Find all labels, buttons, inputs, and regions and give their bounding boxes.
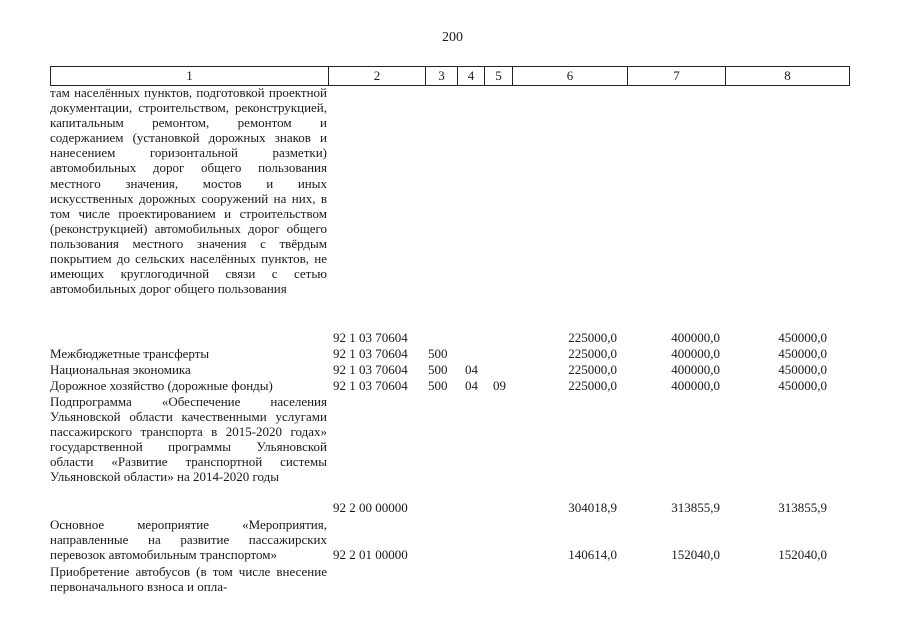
header-col-6: 6 [512, 67, 627, 85]
row-code: 92 1 03 70604 [333, 330, 408, 345]
row-value-6: 304018,9 [568, 500, 617, 515]
row-value-7: 400000,0 [671, 362, 720, 377]
row-value-6: 225000,0 [568, 346, 617, 361]
header-col-5: 5 [484, 67, 512, 85]
row-value-8: 313855,9 [778, 500, 827, 515]
row-col-3: 500 [428, 362, 448, 377]
row-description: Основное мероприятие «Мероприятия, направленные на развитие пассажирских перевозок автомобильным транспортом» [50, 517, 327, 563]
row-value-6: 140614,0 [568, 547, 617, 562]
row-value-7: 400000,0 [671, 378, 720, 393]
row-description: Дорожное хозяйство (дорожные фонды) [50, 378, 273, 393]
row-value-6: 225000,0 [568, 362, 617, 377]
row-col-4: 04 [465, 362, 478, 377]
row-value-7: 400000,0 [671, 346, 720, 361]
row-value-6: 225000,0 [568, 330, 617, 345]
row-value-8: 450000,0 [778, 330, 827, 345]
row-value-8: 450000,0 [778, 378, 827, 393]
header-col-1: 1 [50, 67, 328, 85]
row-value-6: 225000,0 [568, 378, 617, 393]
row-value-8: 450000,0 [778, 362, 827, 377]
table-header [50, 66, 850, 86]
row-description: там населённых пунктов, подготовкой проектной документации, строительством, реконструкцией, капитальным ремонтом, ремонтом и содержанием (установкой дорожных знаков и нанесением горизонтальной разметки) автомобильных дорог общего пользования местного значения, мостов и иных искусственных дорожных сооружений на них, в том числе проектированием и строительством (реконструкцией) автомобильных дорог общего пользования местного значения с твёрдым покрытием до сельских населённых пунктов, не имеющих круглогодичной связи с сетью автомобильных дорог общего пользования [50, 85, 327, 297]
row-col-3: 500 [428, 346, 448, 361]
row-value-7: 400000,0 [671, 330, 720, 345]
row-col-4: 04 [465, 378, 478, 393]
row-value-7: 152040,0 [671, 547, 720, 562]
row-description: Национальная экономика [50, 362, 191, 377]
row-value-7: 313855,9 [671, 500, 720, 515]
row-value-8: 450000,0 [778, 346, 827, 361]
row-col-3: 500 [428, 378, 448, 393]
page-number: 200 [442, 30, 463, 45]
row-code: 92 1 03 70604 [333, 362, 408, 377]
row-description: Межбюджетные трансферты [50, 346, 210, 361]
row-description: Подпрограмма «Обеспечение населения Ульяновской области качественными услугами пассажирского транспорта в 2015-2020 годах» государственной программы Ульяновской области «Развитие транспортной системы Ульяновской области» на 2014-2020 годы [50, 394, 327, 485]
row-code: 92 2 01 00000 [333, 547, 408, 562]
header-col-2: 2 [328, 67, 425, 85]
row-code: 92 2 00 00000 [333, 500, 408, 515]
row-value-8: 152040,0 [778, 547, 827, 562]
header-col-4: 4 [457, 67, 484, 85]
row-description: Приобретение автобусов (в том числе внесение первоначального взноса и опла- [50, 564, 327, 595]
header-col-3: 3 [425, 67, 457, 85]
header-col-7: 7 [627, 67, 725, 85]
row-col-5: 09 [493, 378, 506, 393]
row-code: 92 1 03 70604 [333, 378, 408, 393]
row-code: 92 1 03 70604 [333, 346, 408, 361]
header-col-8: 8 [725, 67, 850, 85]
